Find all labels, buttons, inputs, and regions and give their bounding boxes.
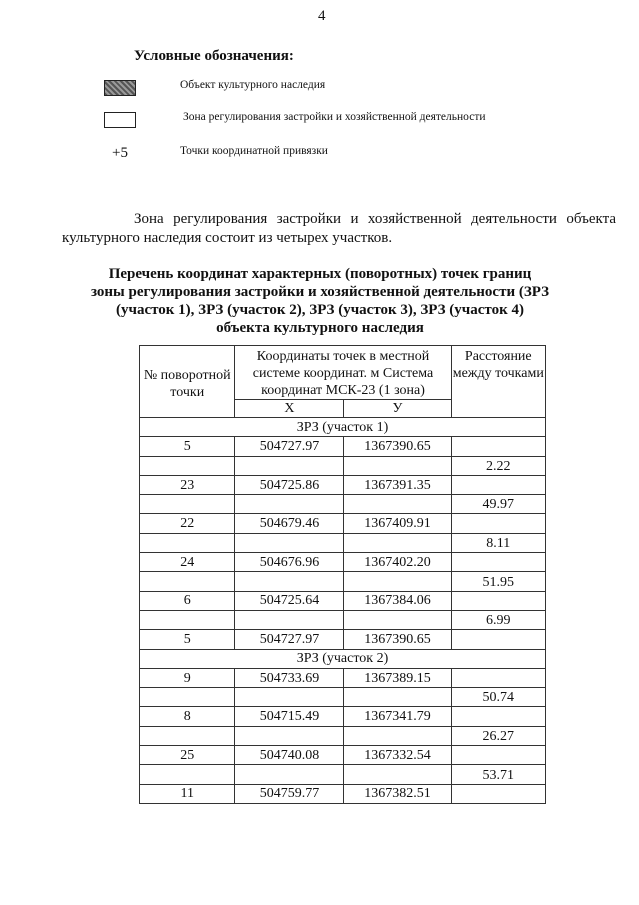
cell-distance: 51.95 [451,572,545,591]
table-row [140,746,546,765]
cell-point-no: 9 [140,668,235,687]
cell-distance: 26.27 [451,726,545,745]
cell-x [235,765,344,784]
cell-distance [451,475,545,494]
header-distance: Расстояние между точками [451,346,545,418]
cell-y [344,533,451,552]
cell-x: 504715.49 [235,707,344,726]
cell-y [344,495,451,514]
cell-x: 504740.08 [235,746,344,765]
cell-y: 1367389.15 [344,668,451,687]
table-row [140,514,546,533]
table-row [140,726,546,745]
section-label: ЗРЗ (участок 2) [140,649,546,668]
table-row [140,437,546,456]
cell-point-no [140,688,235,707]
legend-label-heritage: Объект культурного наследия [180,79,326,91]
cell-x: 504725.64 [235,591,344,610]
table-row [140,630,546,649]
legend-label-zone: Зона регулирования застройки и хозяйственной деятельности [183,111,486,123]
section-row [140,649,546,668]
cell-distance [451,707,545,726]
cell-y [344,610,451,629]
header-y: У [344,400,451,418]
cell-point-no: 6 [140,591,235,610]
cell-y [344,572,451,591]
cell-point-no: 22 [140,514,235,533]
coordinate-point-icon: +5 [112,145,128,161]
cell-distance: 6.99 [451,610,545,629]
cell-x [235,533,344,552]
cell-y [344,765,451,784]
cell-x: 504727.97 [235,437,344,456]
cell-point-no [140,495,235,514]
cell-point-no: 8 [140,707,235,726]
cell-point-no: 5 [140,437,235,456]
table-row [140,765,546,784]
cell-distance: 8.11 [451,533,545,552]
cell-y: 1367390.65 [344,630,451,649]
cell-point-no [140,533,235,552]
table-row [140,553,546,572]
body-paragraph: Зона регулирования застройки и хозяйственной деятельности объекта культурного наследия состоит из четырех участков. [62,211,616,246]
table-row [140,456,546,475]
table-row [140,668,546,687]
cell-distance [451,553,545,572]
cell-distance [451,746,545,765]
cell-x: 504679.46 [235,514,344,533]
coordinates-table [139,345,546,804]
cell-x: 504733.69 [235,668,344,687]
table-row [140,591,546,610]
section-row [140,418,546,437]
cell-point-no [140,572,235,591]
table-row [140,688,546,707]
table-row [140,495,546,514]
cell-y: 1367384.06 [344,591,451,610]
cell-distance [451,591,545,610]
page-number: 4 [318,8,326,24]
cell-y: 1367390.65 [344,437,451,456]
cell-y: 1367409.91 [344,514,451,533]
table-row [140,784,546,803]
cell-x [235,610,344,629]
cell-y: 1367341.79 [344,707,451,726]
cell-distance: 50.74 [451,688,545,707]
cell-x: 504727.97 [235,630,344,649]
cell-point-no: 25 [140,746,235,765]
cell-x [235,726,344,745]
header-coords: Координаты точек в местной системе координат. м Система координат МСК-23 (1 зона) [235,346,451,400]
cell-distance [451,630,545,649]
cell-distance: 2.22 [451,456,545,475]
cell-point-no [140,456,235,475]
cell-x: 504759.77 [235,784,344,803]
cell-point-no: 5 [140,630,235,649]
cell-distance [451,668,545,687]
cell-y: 1367382.51 [344,784,451,803]
table-row [140,572,546,591]
cell-point-no: 24 [140,553,235,572]
cell-point-no: 11 [140,784,235,803]
cell-x [235,456,344,475]
heritage-object-swatch-icon [104,80,136,96]
cell-x: 504676.96 [235,553,344,572]
cell-point-no: 23 [140,475,235,494]
table-row [140,533,546,552]
cell-x [235,688,344,707]
cell-distance [451,784,545,803]
table-row [140,610,546,629]
cell-y: 1367402.20 [344,553,451,572]
cell-y [344,726,451,745]
section-label: ЗРЗ (участок 1) [140,418,546,437]
cell-distance [451,514,545,533]
cell-y: 1367391.35 [344,475,451,494]
cell-x [235,572,344,591]
table-row [140,707,546,726]
legend-label-points: Точки координатной привязки [180,145,328,157]
cell-y [344,456,451,475]
header-point-no: № поворотной точки [140,346,235,418]
cell-y: 1367332.54 [344,746,451,765]
cell-point-no [140,610,235,629]
cell-distance: 53.71 [451,765,545,784]
legend-title: Условные обозначения: [134,48,294,64]
cell-x: 504725.86 [235,475,344,494]
cell-point-no [140,765,235,784]
cell-distance [451,437,545,456]
cell-distance: 49.97 [451,495,545,514]
cell-x [235,495,344,514]
header-x: X [235,400,344,418]
table-row [140,475,546,494]
zone-outline-swatch-icon [104,112,136,128]
cell-point-no [140,726,235,745]
cell-y [344,688,451,707]
table-title: Перечень координат характерных (поворотных) точек границ зоны регулирования застройки и хозяйственной деятельности (ЗРЗ (участок 1), ЗРЗ (участок 2), ЗРЗ (участок 3), ЗРЗ (участок 4) объекта культурного наследия [90,266,550,336]
